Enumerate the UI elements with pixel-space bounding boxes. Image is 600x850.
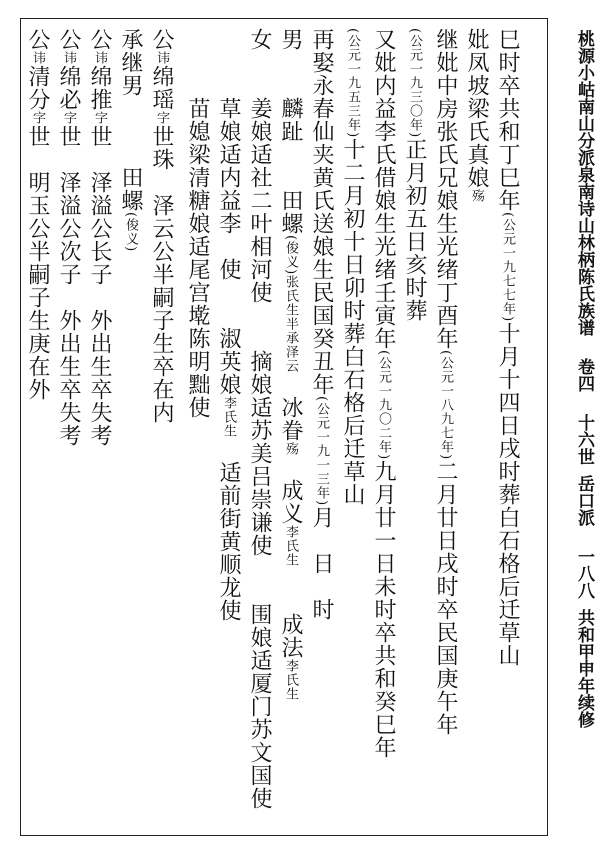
text-column (150, 28, 172, 424)
annotation-text: 李氏生 (283, 525, 298, 568)
column-text: 妣凤坡梁氏真娘 (464, 28, 489, 189)
column-text: 苗媳梁清糖娘适尾宫墘陈明黜使 (185, 28, 210, 419)
column-text: 男 麟趾 田螺 (278, 28, 303, 235)
column-text: 女 姜娘适社二叶相河使 摘娘适苏美吕崇谦使 围娘适厦门苏文国使 (247, 28, 272, 810)
annotation-text: (公元一九七七年) (500, 212, 515, 323)
text-column (279, 28, 301, 701)
annotation-text: (俊义) (283, 235, 298, 276)
text-column (310, 28, 332, 621)
column-text: 再娶永春仙夹黄氏送娘生民国癸丑年 (309, 28, 334, 396)
annotation-text: (公元一九三〇年) (407, 28, 422, 139)
text-column (88, 28, 110, 447)
annotation-text: (公元一八九七年) (438, 350, 453, 461)
column-text: 世 明玉公半嗣子生庚在外 (25, 125, 50, 401)
annotation-text: (公元一九〇二年) (376, 350, 391, 461)
branch-label: 岳口派 (574, 475, 594, 526)
column-text: 世 泽溢公长子 外出生卒失考 (87, 125, 112, 447)
running-header (552, 30, 592, 830)
column-text: 又妣内益李氏借娘生光绪壬寅年 (371, 28, 396, 350)
column-text: 冰眷 (278, 373, 303, 443)
annotation-text: 字 (30, 111, 45, 125)
annotation-text: 讳 (154, 51, 169, 65)
column-text: 巳时卒共和丁巳年 (495, 28, 520, 212)
volume-label: 卷四 (574, 358, 594, 392)
annotation-text: 字 (61, 111, 76, 125)
column-text: 正月初五日亥时葬 (402, 138, 427, 323)
column-text: 二月廿日戌时卒民国庚午年 (433, 460, 458, 737)
column-text: 十二月初十日卯时葬白石格后迁草山 (340, 138, 365, 507)
annotation-text: 讳 (61, 51, 76, 65)
column-text: 成法 (278, 567, 303, 660)
column-text: 公 (87, 28, 112, 51)
text-column (434, 28, 456, 736)
annotation-text: (公元一九五三年) (345, 28, 360, 139)
column-text: 世 泽溢公次子 外出生卒失考 (56, 125, 81, 447)
annotation-text: 李氏生 (283, 659, 298, 702)
column-text: 九月廿一日未时卒共和癸巳年 (371, 460, 396, 760)
annotation-text: 讳 (92, 51, 107, 65)
annotation-text: 李氏生 (221, 396, 236, 438)
annotation-text: 字 (92, 111, 107, 125)
text-column (496, 28, 518, 667)
column-text: 公 (149, 28, 174, 51)
column-text: 世珠 泽云公半嗣子生卒在内 (149, 125, 174, 424)
column-text: 清分 (25, 65, 50, 111)
generation-label: 十六世 (574, 414, 594, 465)
annotation-text: 殇 (283, 442, 298, 457)
text-column (217, 28, 239, 622)
column-text: 承继男 田螺 (118, 28, 143, 212)
text-column (119, 28, 141, 252)
column-text: 月 日 时 (309, 506, 334, 622)
column-text: 草娘适内益李 使 淑英娘 (216, 28, 241, 396)
column-text: 继妣中房张氏兄娘生光绪丁酉年 (433, 28, 458, 350)
text-column (341, 28, 363, 506)
text-column (403, 28, 425, 322)
text-column (372, 28, 394, 759)
text-column (248, 28, 270, 810)
annotation-text: 字 (154, 111, 169, 125)
annotation-text: 张氏生半承泽云 (283, 275, 298, 374)
column-text: 十月十四日戌时葬白石格后迁草山 (495, 322, 520, 668)
text-column (57, 28, 79, 447)
edition-label: 共和甲申年续修 (574, 609, 594, 728)
annotation-text: 讳 (30, 51, 45, 65)
column-text: 公 (25, 28, 50, 51)
text-column (26, 28, 48, 401)
book-title: 桃源小岵南山分派泉南诗山林柄陈氏族谱 (574, 30, 594, 336)
annotation-text: (公元一九一三年) (314, 396, 329, 507)
column-text: 适前街黄顺龙使 (216, 438, 241, 622)
column-text: 成义 (278, 456, 303, 526)
column-text: 绵瑶 (149, 65, 174, 111)
text-column (186, 28, 208, 419)
annotation-text: 殇 (469, 189, 484, 203)
text-column (465, 28, 487, 203)
column-text: 绵推 (87, 65, 112, 111)
column-text: 绵必 (56, 65, 81, 111)
page-number: 一八八 (574, 548, 594, 599)
annotation-text: (俊义) (123, 212, 138, 253)
column-text: 公 (56, 28, 81, 51)
